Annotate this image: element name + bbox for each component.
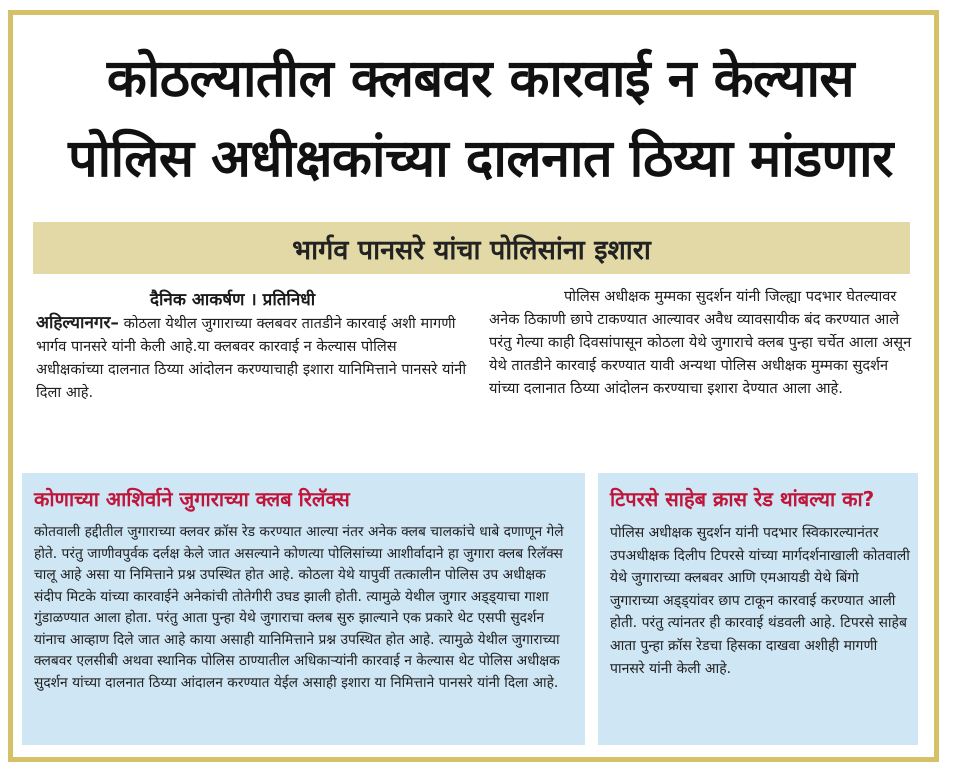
sidebar-right-body: पोलिस अधीक्षक सुदर्शन यांनी पदभार स्विकारल्यानंतर उपअधीक्षक दिलीप टिपरसे यांच्या मार्गदर्शनाखाली कोतवाली येथे जुगाराच्या क्लबवर आणि एमआयडी येथे बिंगो जुगाराच्या अड्ड्यांवर छाप टाकून कारवाई करण्यात आली होती. परंतु त्यांनतर ही कारवाई थंडवली आहे. टिपरसे साहेब आता पुन्हा क्रॉस रेडचा हिसका दाखवा अशीही मागणी पानसरे यांनी केली आहे. [610, 525, 910, 677]
article-paragraph-left [36, 312, 468, 404]
headline-line-2: पोलिस अधीक्षकांच्या दालनात ठिय्या मांडणार [68, 129, 893, 189]
sidebar-left-title: कोणाच्या आशिर्वाने जुगाराच्या क्लब रिलॅक्स [34, 487, 350, 511]
sidebar-left-body: कोतवाली हद्दीतील जुगाराच्या क्लवर क्रॉस रेड करण्यात आल्या नंतर अनेक क्लब चालकांचे धाबे दणाणून गेले होते. परंतु जाणीवपुर्वक दर्लक्ष केले जात असल्याने कोणत्या पोलिसांच्या आशीर्वादाने हा जुगारा क्लब रिलॅक्स चालू आहे असा या निमित्ताने प्रश्न उपस्थित होत आहे. कोठला येथे यापुर्वी तत्कालीन पोलिस उप अधीक्षक संदीप मिटके यांच्या कारवाईने अनेकांची तोतेगीरी उघड झाली होती. त्यामुळे येथील जुगार अड्ड्याचा गाशा गुंडाळण्यात आला होता. परंतु आता पुन्हा येथे जुगाराचा क्लब सुरु झाल्याने एक प्रकारे थेट एसपी सुदर्शन यांनाच आव्हाण दिले जात आहे काया असाही यानिमित्ताने प्रश्न उपस्थित होत आहे. त्यामुळे येथील जुगाराच्या क्लबवर एलसीबी अथवा स्थानिक पोलिस ठाण्यातील अधिकाऱ्यांनी कारवाई न केल्यास थेट पोलिस अधीक्षक सुदर्शन यांच्या दालनात ठिय्या आंदालन करण्यात येईल असाही इशारा या निमित्ताने पानसरे यांनी दिला आहे. [34, 524, 564, 691]
sidebar-right-title: टिपरसे साहेब क्रास रेड थांबल्या का? [610, 487, 875, 511]
article-paragraph-right: पोलिस अधीक्षक मुम्मका सुदर्शन यांनी जिल्ह्या पदभार घेतल्यावर अनेक ठिकाणी छापे टाकण्यात आल्यावर अवैध व्यावसायीक बंद करण्यात आले परंतु गेल्या काही दिवसांपासून कोठला येथे जुगाराचे क्लब पुन्हा चर्चेत आला असून येथे तातडीने कारवाई करण्यात यावी अन्यथा पोलिस अधीक्षक मुम्मका सुदर्शन यांच्या दलानात ठिय्या आंदोलन करण्याचा इशारा देण्यात आला आहे. [489, 288, 912, 397]
headline-line-1: कोठल्यातील क्लबवर कारवाई न केल्यास [106, 49, 855, 109]
subheadline: भार्गव पानसरे यांचा पोलिसांना इशारा [292, 234, 651, 266]
article-column-left [36, 312, 468, 404]
byline: दैनिक आकर्षण । प्रतिनिधी [150, 290, 316, 310]
article-column-right [489, 285, 915, 400]
article-text-left: कोठला येथील जुगाराच्या क्लबवर तातडीने कारवाई अशी मागणी भार्गव पानसरे यांनी केली आहे.या क्लबवर कारवाई न केल्यास पोलिस अधीक्षकांच्या दालनात ठिय्या आंदोलन करण्याचाही इशारा यानिमित्ताने पानसरे यांनी दिला आहे. [36, 315, 467, 401]
sidebar-box-right [598, 473, 918, 745]
sidebar-box-left [22, 473, 585, 745]
dateline: अहिल्यानगर– [36, 313, 119, 333]
subheadline-band [33, 222, 910, 274]
